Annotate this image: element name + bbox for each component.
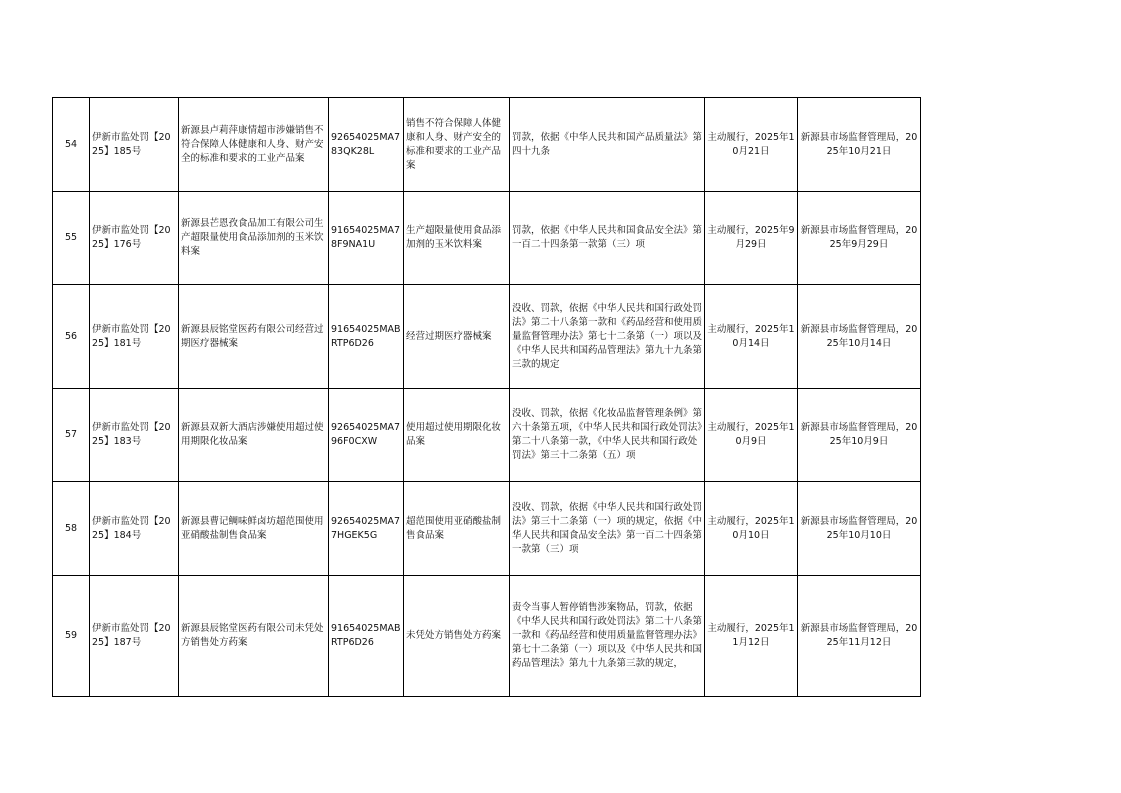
violation-type: 超范围使用亚硝酸盐制售食品案 [404, 482, 510, 576]
penalty-basis: 没收、罚款，依据《中华人民共和国行政处罚法》第三十二条第（一）项的规定，依据《中华人民共和国食品安全法》第一百二十四条第一款第（三）项 [510, 482, 705, 576]
row-number: 55 [53, 192, 90, 285]
party-case-name: 新源县卢莉萍康情超市涉嫌销售不符合保障人体健康和人身、财产安全的标准和要求的工业产品案 [179, 98, 329, 192]
row-number: 57 [53, 389, 90, 482]
table-row [53, 576, 921, 697]
table-row [53, 482, 921, 576]
decision-number: 伊新市监处罚【2025】183号 [90, 389, 179, 482]
decision-number: 伊新市监处罚【2025】176号 [90, 192, 179, 285]
penalty-basis: 责令当事人暂停销售涉案物品，罚款，依据《中华人民共和国行政处罚法》第二十八条第一款和《药品经营和使用质量监督管理办法》第七十二条第（一）项以及《中华人民共和国药品管理法》第九十九条第三款的规定， [510, 576, 705, 697]
party-case-name: 新源县双新大酒店涉嫌使用超过使用期限化妆品案 [179, 389, 329, 482]
deciding-organ: 新源县市场监督管理局，2025年10月14日 [798, 285, 921, 389]
penalty-basis: 罚款，依据《中华人民共和国产品质量法》第四十九条 [510, 98, 705, 192]
decision-number: 伊新市监处罚【2025】187号 [90, 576, 179, 697]
table-row [53, 98, 921, 192]
deciding-organ: 新源县市场监督管理局，2025年10月21日 [798, 98, 921, 192]
performance-status: 主动履行，2025年9月29日 [705, 192, 798, 285]
violation-type: 生产超限量使用食品添加剂的玉米饮料案 [404, 192, 510, 285]
penalty-basis: 没收、罚款，依据《化妆品监督管理条例》第六十条第五项，《中华人民共和国行政处罚法》第二十八条第一款，《中华人民共和国行政处罚法》第三十二条第（五）项 [510, 389, 705, 482]
violation-type: 经营过期医疗器械案 [404, 285, 510, 389]
row-number: 56 [53, 285, 90, 389]
deciding-organ: 新源县市场监督管理局，2025年10月10日 [798, 482, 921, 576]
penalty-table [52, 97, 921, 697]
row-number: 58 [53, 482, 90, 576]
deciding-organ: 新源县市场监督管理局，2025年11月12日 [798, 576, 921, 697]
violation-type: 销售不符合保障人体健康和人身、财产安全的标准和要求的工业产品案 [404, 98, 510, 192]
credit-code: 92654025MA783QK28L [329, 98, 404, 192]
party-case-name: 新源县曹记鲷味鲜卤坊超范围使用亚硝酸盐制售食品案 [179, 482, 329, 576]
decision-number: 伊新市监处罚【2025】185号 [90, 98, 179, 192]
row-number: 54 [53, 98, 90, 192]
credit-code: 92654025MA796F0CXW [329, 389, 404, 482]
deciding-organ: 新源县市场监督管理局，2025年10月9日 [798, 389, 921, 482]
performance-status: 主动履行，2025年10月9日 [705, 389, 798, 482]
credit-code: 92654025MA77HGEK5G [329, 482, 404, 576]
table-row [53, 192, 921, 285]
performance-status: 主动履行，2025年10月10日 [705, 482, 798, 576]
performance-status: 主动履行，2025年11月12日 [705, 576, 798, 697]
penalty-basis: 罚款，依据《中华人民共和国食品安全法》第一百二十四条第一款第（三）项 [510, 192, 705, 285]
party-case-name: 新源县辰铭堂医药有限公司未凭处方销售处方药案 [179, 576, 329, 697]
decision-number: 伊新市监处罚【2025】181号 [90, 285, 179, 389]
performance-status: 主动履行，2025年10月21日 [705, 98, 798, 192]
row-number: 59 [53, 576, 90, 697]
table-row [53, 285, 921, 389]
deciding-organ: 新源县市场监督管理局，2025年9月29日 [798, 192, 921, 285]
credit-code: 91654025MABRTP6D26 [329, 576, 404, 697]
party-case-name: 新源县辰铭堂医药有限公司经营过期医疗器械案 [179, 285, 329, 389]
party-case-name: 新源县芒恩孜食品加工有限公司生产超限量使用食品添加剂的玉米饮料案 [179, 192, 329, 285]
performance-status: 主动履行，2025年10月14日 [705, 285, 798, 389]
credit-code: 91654025MABRTP6D26 [329, 285, 404, 389]
violation-type: 未凭处方销售处方药案 [404, 576, 510, 697]
penalty-basis: 没收、罚款，依据《中华人民共和国行政处罚法》第二十八条第一款和《药品经营和使用质量监督管理办法》第七十二条第（一）项以及《中华人民共和国药品管理法》第九十九条第三款的规定 [510, 285, 705, 389]
table-row [53, 389, 921, 482]
decision-number: 伊新市监处罚【2025】184号 [90, 482, 179, 576]
credit-code: 91654025MA78F9NA1U [329, 192, 404, 285]
violation-type: 使用超过使用期限化妆品案 [404, 389, 510, 482]
